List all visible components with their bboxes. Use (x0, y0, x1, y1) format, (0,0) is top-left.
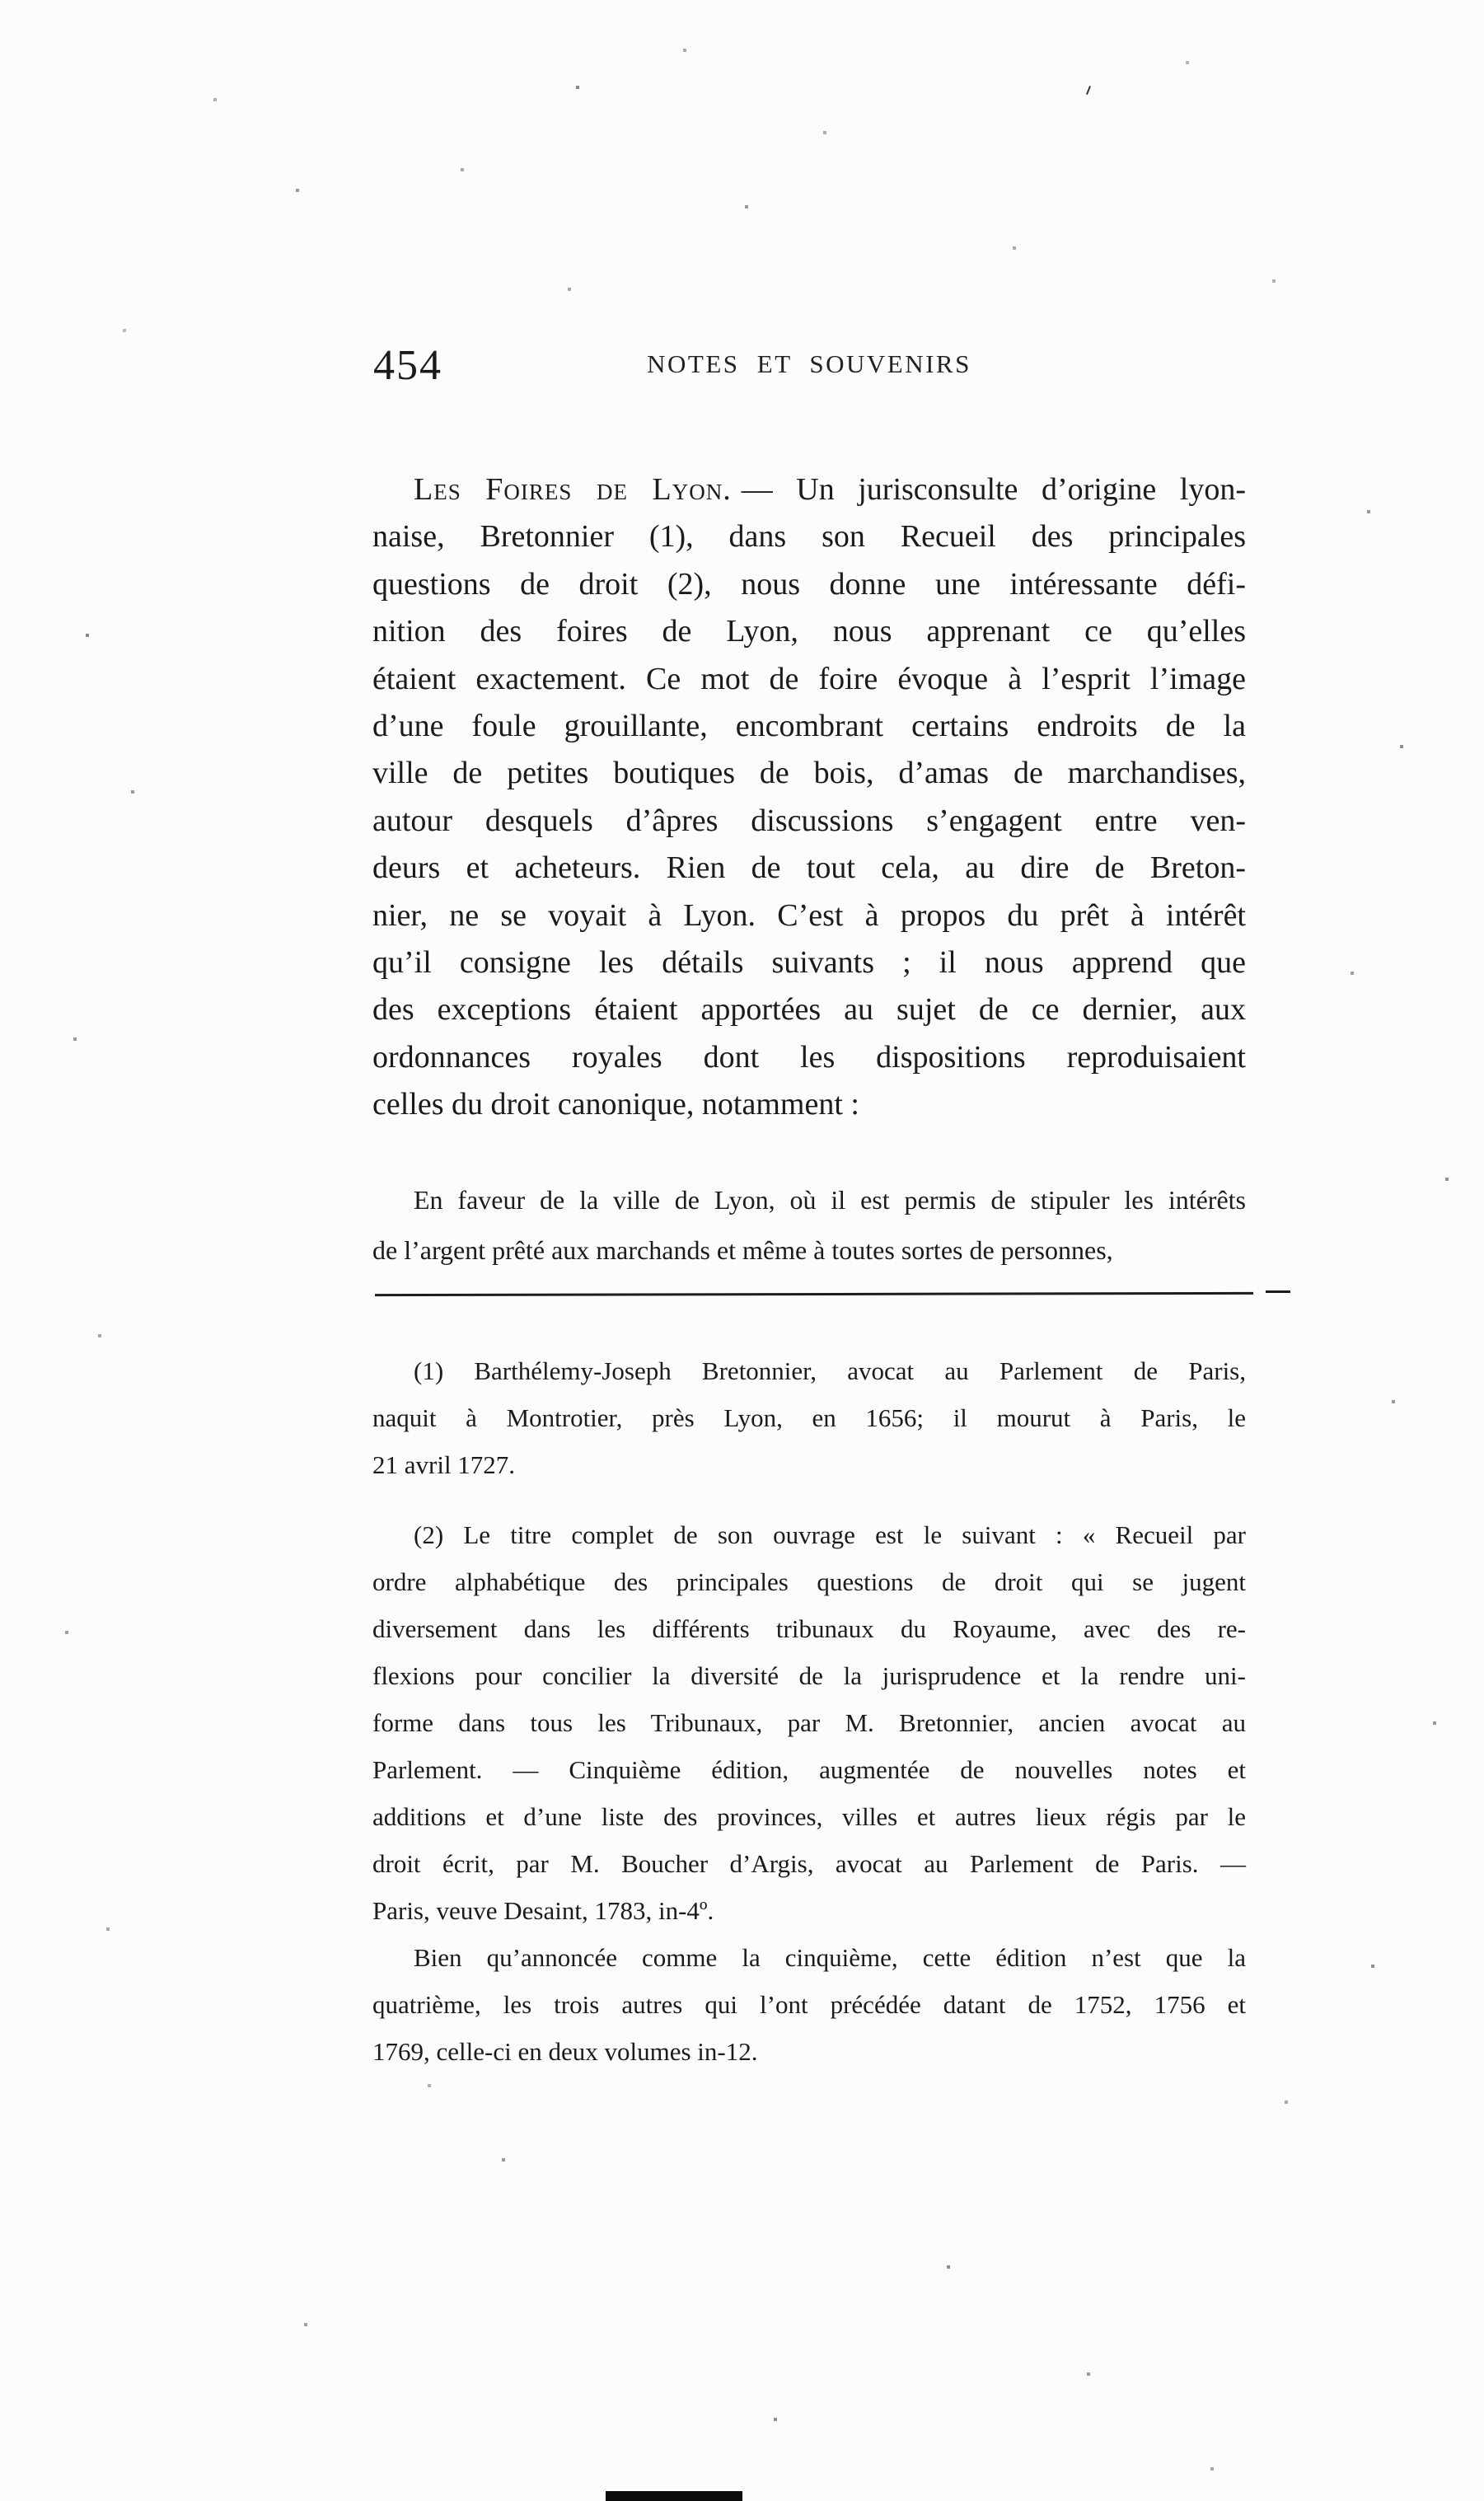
scan-edge-artifact (606, 2491, 742, 2501)
text-line: Bien qu’annoncée comme la cinquième, cette édition n’est que la (414, 1943, 1246, 1972)
text-line: ordre alphabétique des principales questions de droit qui se jugent (372, 1567, 1246, 1596)
text-line: quatrième, les trois autres qui l’ont précédée datant de 1752, 1756 et (372, 1990, 1246, 2019)
text-line: deurs et acheteurs. Rien de tout cela, au dire de Breton- (372, 850, 1246, 886)
text-line (372, 466, 1246, 513)
text-line: En faveur de la ville de Lyon, où il est permis de stipuler les intérêts (414, 1185, 1246, 1215)
text-line: étaient exactement. Ce mot de foire évoque à l’esprit l’image (372, 661, 1246, 696)
footnote-separator-dash (1266, 1290, 1290, 1293)
text-line: ordonnances royales dont les dispositions reproduisaient (372, 1039, 1246, 1075)
main-paragraph (372, 466, 1246, 1129)
text-line: ville de petites boutiques de bois, d’amas de marchandises, (372, 756, 1246, 791)
text-line: droit écrit, par M. Boucher d’Argis, avocat au Parlement de Paris. — (372, 1849, 1246, 1878)
scan-mark (1086, 86, 1091, 95)
text-line-rest: — Un jurisconsulte d’origine lyon- (741, 472, 1247, 507)
text-line: (2) Le titre complet de son ouvrage est le suivant : « Recueil par (414, 1520, 1246, 1549)
text-line: des exceptions étaient apportées au sujet de ce dernier, aux (372, 992, 1246, 1028)
text-line: Paris, veuve Desaint, 1783, in-4º. (372, 1896, 714, 1925)
text-line: Parlement. — Cinquième édition, augmentée de nouvelles notes et (372, 1755, 1246, 1784)
text-line: diversement dans les différents tribunaux du Royaume, avec des re- (372, 1614, 1246, 1643)
text-line: celles du droit canonique, notamment : (372, 1087, 859, 1122)
footnote-2 (372, 1511, 1246, 1934)
footnote-separator-rule (375, 1292, 1253, 1296)
text-line: 1769, celle-ci en deux volumes in-12. (372, 2037, 758, 2066)
text-line: d’une foule grouillante, encombrant certains endroits de la (372, 709, 1246, 744)
text-line: forme dans tous les Tribunaux, par M. Bretonnier, ancien avocat au (372, 1708, 1246, 1737)
footnote-2-continuation (372, 1934, 1246, 2075)
text-line: (1) Barthélemy-Joseph Bretonnier, avocat au Parlement de Paris, (414, 1356, 1246, 1385)
article-lead-title: Les Foires de Lyon. (414, 472, 732, 507)
text-line: naise, Bretonnier (1), dans son Recueil des principales (372, 519, 1246, 555)
block-quote (372, 1175, 1246, 1276)
text-line: questions de droit (2), nous donne une intéressante défi- (372, 566, 1246, 602)
scan-speckle-noise (0, 0, 2, 2)
text-line: flexions pour concilier la diversité de la jurisprudence et la rendre uni- (372, 1661, 1246, 1690)
text-line: nition des foires de Lyon, nous apprenant ce qu’elles (372, 614, 1246, 649)
footnote-1 (372, 1347, 1246, 1488)
running-title: NOTES ET SOUVENIRS (647, 349, 971, 378)
text-line: autour desquels d’âpres discussions s’engagent entre ven- (372, 803, 1246, 838)
text-line: 21 avril 1727. (372, 1450, 516, 1479)
text-line: additions et d’une liste des provinces, villes et autres lieux régis par le (372, 1802, 1246, 1831)
page-number: 454 (373, 342, 442, 389)
text-line: naquit à Montrotier, près Lyon, en 1656; il mourut à Paris, le (372, 1403, 1246, 1432)
text-line: qu’il consigne les détails suivants ; il nous apprend que (372, 945, 1246, 981)
text-line: de l’argent prêté aux marchands et même à toutes sortes de personnes, (372, 1235, 1113, 1265)
text-line: nier, ne se voyait à Lyon. C’est à propos du prêt à intérêt (372, 897, 1246, 933)
